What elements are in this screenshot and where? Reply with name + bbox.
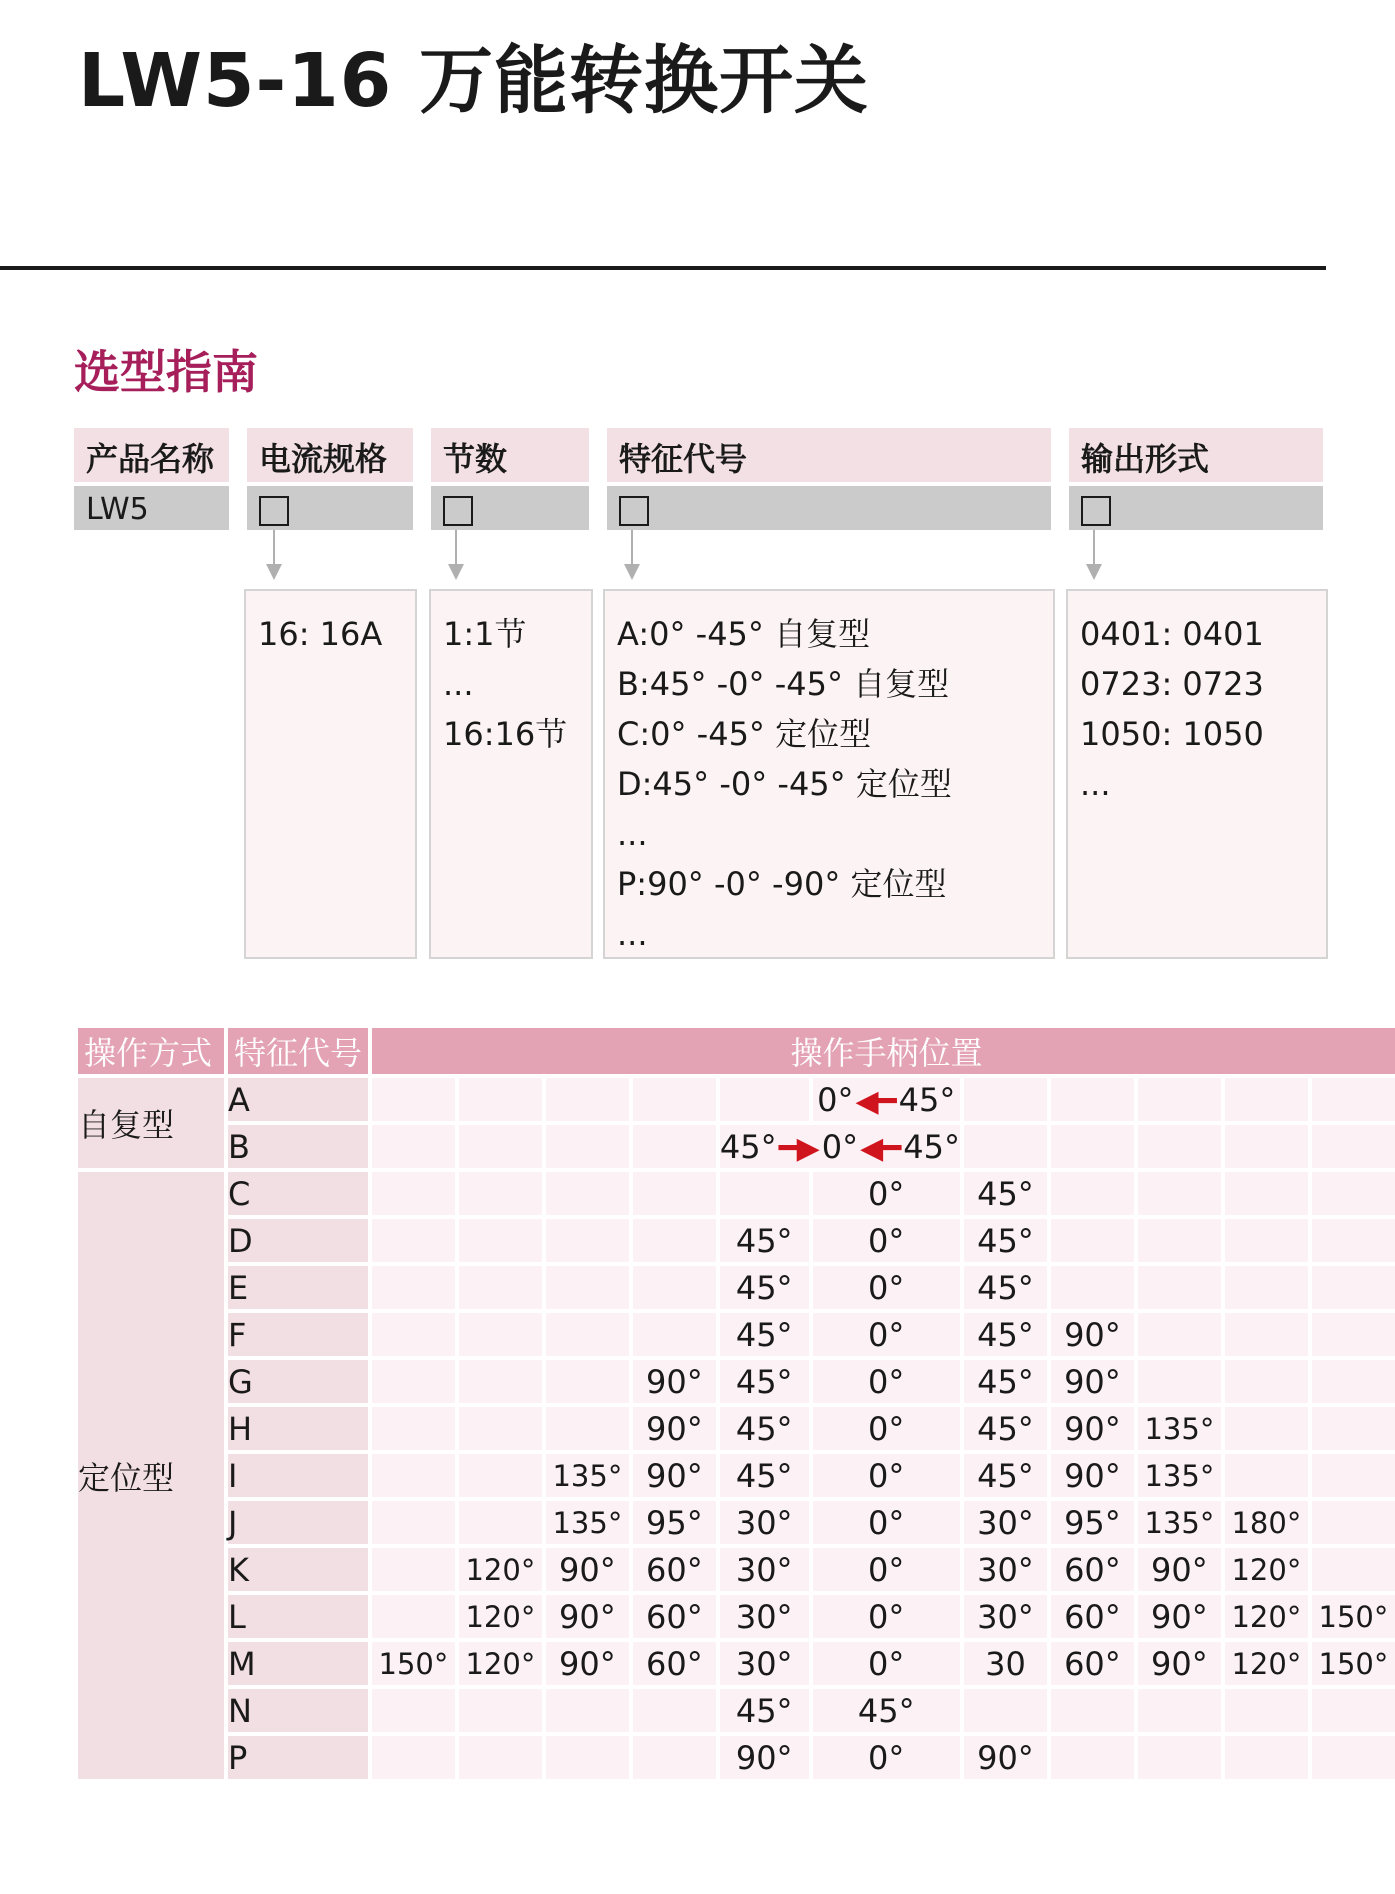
- position-cell: 90°: [629, 1407, 716, 1450]
- position-cell: [455, 1219, 542, 1262]
- table-row: [78, 1689, 1395, 1732]
- position-cell: 45°: [809, 1689, 960, 1732]
- position-cell: 135°: [542, 1454, 629, 1497]
- arrow-left-icon: ◀━: [855, 1083, 897, 1119]
- position-value: 45°: [719, 1127, 777, 1166]
- output-placeholder: [1069, 486, 1323, 530]
- position-cell: 120°: [1221, 1595, 1308, 1638]
- position-cell: 45°: [716, 1454, 809, 1497]
- position-cell: [542, 1172, 629, 1215]
- position-cell: [1308, 1125, 1395, 1168]
- position-cell: [629, 1078, 716, 1121]
- feature-option: ...: [617, 915, 648, 953]
- position-cell: 90°: [629, 1454, 716, 1497]
- position-cell: 120°: [1221, 1642, 1308, 1685]
- position-cell: 0°: [809, 1313, 960, 1356]
- position-cell: 90°: [542, 1548, 629, 1591]
- position-cell: [455, 1313, 542, 1356]
- position-cell: 180°: [1221, 1501, 1308, 1544]
- feature-options-box: [603, 589, 1055, 959]
- output-option: 0401: 0401: [1080, 615, 1264, 653]
- position-cell: [455, 1454, 542, 1497]
- position-cell: [542, 1125, 629, 1168]
- position-cell: [1308, 1501, 1395, 1544]
- position-cell: [1308, 1360, 1395, 1403]
- position-cell: [455, 1736, 542, 1779]
- position-cell: [368, 1689, 455, 1732]
- position-cell: [1047, 1172, 1134, 1215]
- position-cell: [1134, 1313, 1221, 1356]
- position-cell: 90°: [716, 1736, 809, 1779]
- position-cell: [960, 1078, 1047, 1121]
- position-cell: 30°: [960, 1595, 1047, 1638]
- position-cell: [368, 1125, 455, 1168]
- header-feature-code: 特征代号: [607, 428, 1051, 482]
- position-cell: 0°: [809, 1407, 960, 1450]
- position-cell: 45°: [716, 1219, 809, 1262]
- code-cell: M: [224, 1642, 368, 1685]
- position-cell: [1308, 1313, 1395, 1356]
- code-cell: I: [224, 1454, 368, 1497]
- position-cell: [1308, 1736, 1395, 1779]
- position-cell: 135°: [542, 1501, 629, 1544]
- mode-cell: 定位型: [78, 1172, 224, 1779]
- position-cell: 90°: [1047, 1407, 1134, 1450]
- table-row: [78, 1125, 1395, 1168]
- position-cell: [1308, 1548, 1395, 1591]
- position-cell: [1134, 1172, 1221, 1215]
- feature-option: D:45° -0° -45° 定位型: [617, 765, 952, 803]
- divider: [0, 266, 1326, 270]
- position-cell: 90°: [960, 1736, 1047, 1779]
- position-cell: [1221, 1360, 1308, 1403]
- current-option: 16: 16A: [258, 615, 383, 653]
- position-cell: [542, 1407, 629, 1450]
- table-row: [78, 1736, 1395, 1779]
- position-cell: [368, 1736, 455, 1779]
- position-cell: 120°: [455, 1548, 542, 1591]
- position-cell: [1221, 1454, 1308, 1497]
- position-cell: 0°: [809, 1595, 960, 1638]
- header-sections: 节数: [431, 428, 589, 482]
- code-cell: D: [224, 1219, 368, 1262]
- position-cell: [1134, 1736, 1221, 1779]
- position-cell: 90°: [629, 1360, 716, 1403]
- position-cell: [629, 1736, 716, 1779]
- position-cell: [1308, 1219, 1395, 1262]
- position-cell: [1221, 1736, 1308, 1779]
- current-options-box: [244, 589, 417, 959]
- position-cell: [1047, 1078, 1134, 1121]
- feature-option: B:45° -0° -45° 自复型: [617, 665, 950, 703]
- code-cell: J: [224, 1501, 368, 1544]
- position-cell: 90°: [1134, 1642, 1221, 1685]
- section-option: ...: [443, 665, 474, 703]
- position-cell: [716, 1172, 809, 1215]
- code-cell: L: [224, 1595, 368, 1638]
- table-row: [78, 1313, 1395, 1356]
- table-row: [78, 1642, 1395, 1685]
- checkbox-square-icon: [443, 496, 473, 526]
- position-cell: 30°: [716, 1548, 809, 1591]
- position-cell: 0°: [809, 1642, 960, 1685]
- position-cell: 60°: [1047, 1595, 1134, 1638]
- position-cell: 120°: [455, 1595, 542, 1638]
- position-cell: [368, 1407, 455, 1450]
- position-cell: [455, 1125, 542, 1168]
- code-cell: C: [224, 1172, 368, 1215]
- output-options-box: [1066, 589, 1328, 959]
- position-cell: 0°: [809, 1501, 960, 1544]
- position-cell: [1308, 1407, 1395, 1450]
- position-cell: [1134, 1360, 1221, 1403]
- position-cell: 30°: [716, 1642, 809, 1685]
- position-cell: [1134, 1125, 1221, 1168]
- position-cell: [368, 1595, 455, 1638]
- position-cell: [455, 1689, 542, 1732]
- position-cell: 60°: [1047, 1642, 1134, 1685]
- table-row: [78, 1407, 1395, 1450]
- position-cell: [368, 1172, 455, 1215]
- sections-placeholder: [431, 486, 589, 530]
- arrow-right-icon: ━▶: [778, 1130, 820, 1166]
- position-cell: [368, 1266, 455, 1309]
- position-cell: 135°: [1134, 1407, 1221, 1450]
- position-value: 45°: [898, 1080, 956, 1119]
- position-cell: 45°: [716, 1360, 809, 1403]
- position-cell: [542, 1313, 629, 1356]
- feature-placeholder: [607, 486, 1051, 530]
- position-cell: [1134, 1266, 1221, 1309]
- position-cell: [809, 1078, 960, 1121]
- code-cell: G: [224, 1360, 368, 1403]
- position-cell: 90°: [1134, 1595, 1221, 1638]
- position-cell: 45°: [960, 1313, 1047, 1356]
- position-cell: [455, 1407, 542, 1450]
- position-cell: [1047, 1736, 1134, 1779]
- position-cell: [368, 1078, 455, 1121]
- header-product-name: 产品名称: [74, 428, 229, 482]
- position-cell: [542, 1266, 629, 1309]
- position-cell: 60°: [629, 1548, 716, 1591]
- table-header-row: [78, 1028, 1395, 1074]
- table-row: [78, 1548, 1395, 1591]
- code-cell: E: [224, 1266, 368, 1309]
- code-cell: B: [224, 1125, 368, 1168]
- position-cell: [1134, 1689, 1221, 1732]
- position-cell: [1221, 1125, 1308, 1168]
- position-cell: 45°: [716, 1313, 809, 1356]
- position-cell: [542, 1360, 629, 1403]
- checkbox-square-icon: [259, 496, 289, 526]
- position-cell: [629, 1172, 716, 1215]
- checkbox-square-icon: [1081, 496, 1111, 526]
- position-cell: 135°: [1134, 1454, 1221, 1497]
- position-cell: [1221, 1313, 1308, 1356]
- section-title: 选型指南: [74, 345, 258, 399]
- position-value: 0°: [817, 1080, 854, 1119]
- position-cell: 0°: [809, 1454, 960, 1497]
- position-cell: 45°: [960, 1219, 1047, 1262]
- position-cell: [542, 1219, 629, 1262]
- product-value: LW5: [74, 486, 229, 530]
- table-row: [78, 1360, 1395, 1403]
- position-cell: [368, 1454, 455, 1497]
- position-cell: 45°: [960, 1266, 1047, 1309]
- position-cell: 45°: [716, 1266, 809, 1309]
- output-option: 0723: 0723: [1080, 665, 1264, 703]
- position-cell: 45°: [716, 1407, 809, 1450]
- position-cell: [1308, 1078, 1395, 1121]
- position-cell: 120°: [455, 1642, 542, 1685]
- position-cell: [1308, 1266, 1395, 1309]
- table-row: [78, 1172, 1395, 1215]
- position-cell: [542, 1078, 629, 1121]
- position-cell: 0°: [809, 1219, 960, 1262]
- position-cell: [629, 1313, 716, 1356]
- position-cell: 0°: [809, 1548, 960, 1591]
- position-cell: [960, 1689, 1047, 1732]
- position-cell: [368, 1548, 455, 1591]
- position-cell: [1221, 1266, 1308, 1309]
- checkbox-square-icon: [619, 496, 649, 526]
- header-mode: 操作方式: [78, 1028, 224, 1074]
- table-row: [78, 1454, 1395, 1497]
- position-cell: [455, 1078, 542, 1121]
- position-cell: [1047, 1266, 1134, 1309]
- position-cell: 120°: [1221, 1548, 1308, 1591]
- feature-option: A:0° -45° 自复型: [617, 615, 871, 653]
- position-cell: 60°: [1047, 1548, 1134, 1591]
- section-option: 16:16节: [443, 715, 568, 753]
- position-cell: [629, 1689, 716, 1732]
- position-cell: [716, 1125, 960, 1168]
- position-cell: 90°: [1047, 1313, 1134, 1356]
- section-option: 1:1节: [443, 615, 527, 653]
- feature-option: ...: [617, 815, 648, 853]
- position-cell: [716, 1078, 809, 1121]
- position-cell: 90°: [542, 1642, 629, 1685]
- position-value: 0°: [821, 1127, 859, 1166]
- position-cell: [960, 1125, 1047, 1168]
- code-cell: P: [224, 1736, 368, 1779]
- position-cell: 30°: [716, 1595, 809, 1638]
- position-cell: 0°: [809, 1360, 960, 1403]
- table-row: [78, 1219, 1395, 1262]
- position-cell: 30°: [716, 1501, 809, 1544]
- position-cell: 150°: [368, 1642, 455, 1685]
- position-cell: 0°: [809, 1172, 960, 1215]
- position-cell: [1047, 1689, 1134, 1732]
- position-cell: [1221, 1078, 1308, 1121]
- position-cell: [455, 1360, 542, 1403]
- position-cell: 90°: [1134, 1548, 1221, 1591]
- page-title: LW5-16 万能转换开关: [78, 38, 869, 124]
- sections-options-box: [429, 589, 593, 959]
- position-cell: [1221, 1407, 1308, 1450]
- header-current-spec: 电流规格: [247, 428, 413, 482]
- position-cell: 95°: [1047, 1501, 1134, 1544]
- code-cell: H: [224, 1407, 368, 1450]
- position-cell: 150°: [1308, 1642, 1395, 1685]
- position-cell: [455, 1266, 542, 1309]
- table-row: [78, 1595, 1395, 1638]
- position-cell: 135°: [1134, 1501, 1221, 1544]
- header-positions: 操作手柄位置: [368, 1028, 1395, 1074]
- position-cell: [629, 1219, 716, 1262]
- position-cell: [1308, 1689, 1395, 1732]
- current-placeholder: [247, 486, 413, 530]
- code-cell: A: [224, 1078, 368, 1121]
- position-cell: [1134, 1219, 1221, 1262]
- position-cell: [1047, 1219, 1134, 1262]
- position-cell: 45°: [960, 1454, 1047, 1497]
- position-cell: 45°: [716, 1689, 809, 1732]
- position-cell: 95°: [629, 1501, 716, 1544]
- position-cell: [1308, 1172, 1395, 1215]
- position-cell: 90°: [1047, 1454, 1134, 1497]
- position-cell: [1221, 1172, 1308, 1215]
- header-code: 特征代号: [224, 1028, 368, 1074]
- position-cell: [542, 1689, 629, 1732]
- header-output-form: 输出形式: [1069, 428, 1323, 482]
- position-cell: 0°: [809, 1266, 960, 1309]
- position-cell: [455, 1172, 542, 1215]
- position-cell: 90°: [1047, 1360, 1134, 1403]
- mode-cell: 自复型: [78, 1078, 224, 1168]
- position-cell: 45°: [960, 1407, 1047, 1450]
- position-cell: 30°: [960, 1501, 1047, 1544]
- handle-position-table: [78, 1024, 1395, 1783]
- table-row: [78, 1266, 1395, 1309]
- output-option: 1050: 1050: [1080, 715, 1264, 753]
- position-cell: 30°: [960, 1548, 1047, 1591]
- position-cell: [368, 1360, 455, 1403]
- position-cell: 45°: [960, 1360, 1047, 1403]
- table-row: [78, 1501, 1395, 1544]
- output-option: ...: [1080, 765, 1111, 803]
- position-cell: [368, 1219, 455, 1262]
- code-cell: N: [224, 1689, 368, 1732]
- position-cell: [629, 1266, 716, 1309]
- position-cell: [542, 1736, 629, 1779]
- position-cell: [368, 1501, 455, 1544]
- position-cell: [1221, 1219, 1308, 1262]
- position-cell: 60°: [629, 1642, 716, 1685]
- feature-option: C:0° -45° 定位型: [617, 715, 872, 753]
- position-cell: [629, 1125, 716, 1168]
- arrow-left-icon: ◀━: [860, 1130, 902, 1166]
- position-cell: 90°: [542, 1595, 629, 1638]
- position-cell: 0°: [809, 1736, 960, 1779]
- position-cell: [1047, 1125, 1134, 1168]
- table-row: [78, 1078, 1395, 1121]
- code-cell: K: [224, 1548, 368, 1591]
- position-cell: 45°: [960, 1172, 1047, 1215]
- position-cell: [1134, 1078, 1221, 1121]
- feature-option: P:90° -0° -90° 定位型: [617, 865, 947, 903]
- position-cell: [1221, 1689, 1308, 1732]
- position-cell: 60°: [629, 1595, 716, 1638]
- position-cell: 30: [960, 1642, 1047, 1685]
- position-cell: 150°: [1308, 1595, 1395, 1638]
- position-value: 45°: [903, 1127, 960, 1166]
- position-cell: [368, 1313, 455, 1356]
- position-cell: [1308, 1454, 1395, 1497]
- code-cell: F: [224, 1313, 368, 1356]
- position-cell: [455, 1501, 542, 1544]
